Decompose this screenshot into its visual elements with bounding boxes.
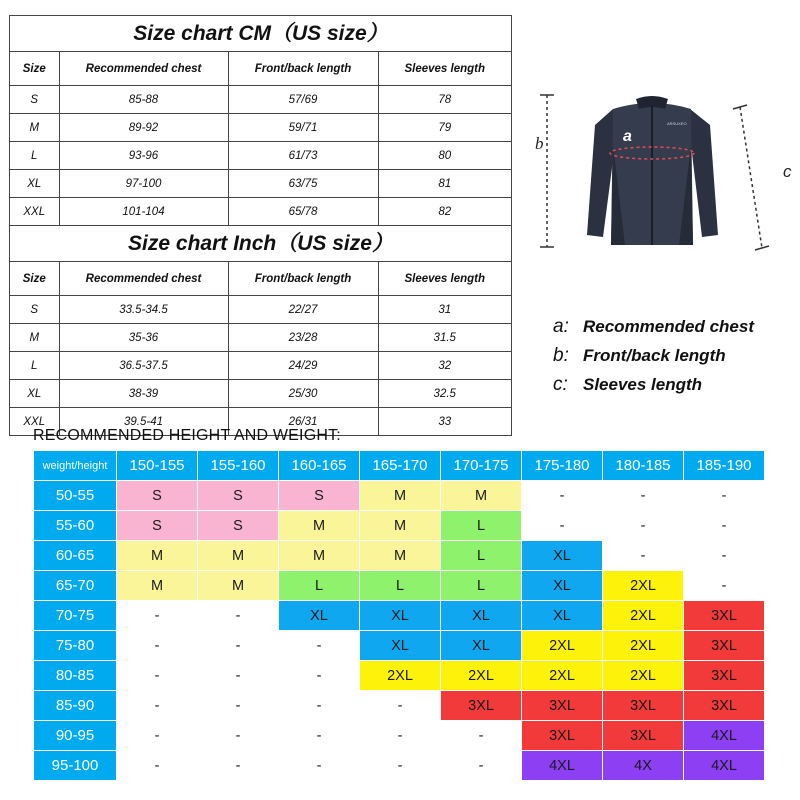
jacket-image bbox=[587, 96, 718, 245]
size-cell: S bbox=[10, 296, 59, 324]
chest-cell: 89-92 bbox=[59, 114, 228, 142]
column-header: Front/back length bbox=[228, 52, 378, 86]
chest-cell: 36.5-37.5 bbox=[59, 352, 228, 380]
size-cell: XL bbox=[279, 601, 360, 631]
size-cell: 4XL bbox=[522, 751, 603, 781]
jacket-measurement-diagram bbox=[515, 85, 800, 265]
column-header: Recommended chest bbox=[59, 262, 228, 296]
size-cell: 2XL bbox=[441, 661, 522, 691]
length-cell: 59/71 bbox=[228, 114, 378, 142]
table-header-row bbox=[10, 262, 511, 296]
size-cell: L bbox=[279, 571, 360, 601]
size-cell: 4XL bbox=[684, 721, 765, 751]
size-cell: S bbox=[198, 511, 279, 541]
height-header: 160-165 bbox=[279, 451, 360, 481]
size-cell: 2XL bbox=[603, 631, 684, 661]
size-cell: - bbox=[198, 631, 279, 661]
label-b: b bbox=[535, 134, 544, 153]
size-cell: M bbox=[10, 114, 59, 142]
size-cell: 4X bbox=[603, 751, 684, 781]
size-cell: M bbox=[360, 481, 441, 511]
size-cell: L bbox=[441, 541, 522, 571]
size-cell: 3XL bbox=[522, 691, 603, 721]
size-chart-inch-table bbox=[10, 262, 511, 435]
size-charts bbox=[9, 15, 512, 436]
height-header-row bbox=[34, 451, 765, 481]
corner-header: weight/height bbox=[34, 451, 117, 481]
size-cell: - bbox=[279, 691, 360, 721]
weight-header: 80-85 bbox=[34, 661, 117, 691]
size-cell: XL bbox=[522, 541, 603, 571]
table-row bbox=[34, 601, 765, 631]
size-cell: M bbox=[279, 541, 360, 571]
table-row bbox=[10, 170, 511, 198]
size-cell: L bbox=[10, 352, 59, 380]
table-row bbox=[10, 142, 511, 170]
size-cell: M bbox=[279, 511, 360, 541]
label-a: a bbox=[623, 128, 632, 145]
size-cell: XL bbox=[441, 631, 522, 661]
length-cell: 63/75 bbox=[228, 170, 378, 198]
size-cell: L bbox=[10, 142, 59, 170]
size-cell: - bbox=[684, 511, 765, 541]
size-cell: M bbox=[117, 571, 198, 601]
sleeve-cell: 82 bbox=[378, 198, 511, 226]
chest-cell: 33.5-34.5 bbox=[59, 296, 228, 324]
legend-item bbox=[553, 370, 793, 399]
size-cell: - bbox=[522, 481, 603, 511]
size-cell: - bbox=[117, 631, 198, 661]
size-cell: 3XL bbox=[522, 721, 603, 751]
weight-header: 90-95 bbox=[34, 721, 117, 751]
size-cell: L bbox=[360, 571, 441, 601]
sleeve-cell: 32.5 bbox=[378, 380, 511, 408]
size-cell: - bbox=[117, 601, 198, 631]
size-chart-inch bbox=[10, 225, 511, 435]
size-cell: XXL bbox=[10, 408, 59, 436]
sleeve-cell: 80 bbox=[378, 142, 511, 170]
chest-cell: 85-88 bbox=[59, 86, 228, 114]
size-cell: M bbox=[10, 324, 59, 352]
size-cell: 2XL bbox=[522, 631, 603, 661]
size-cell: 3XL bbox=[603, 691, 684, 721]
size-cell: - bbox=[117, 691, 198, 721]
size-cell: 2XL bbox=[603, 601, 684, 631]
table-row bbox=[34, 511, 765, 541]
table-row bbox=[34, 751, 765, 781]
size-cell: - bbox=[198, 601, 279, 631]
size-cell: - bbox=[603, 541, 684, 571]
size-chart-inch-title: Size chart Inch（US size） bbox=[10, 226, 511, 262]
weight-header: 85-90 bbox=[34, 691, 117, 721]
size-cell: - bbox=[360, 751, 441, 781]
legend-item bbox=[553, 312, 793, 341]
table-row bbox=[10, 324, 511, 352]
size-cell: S bbox=[10, 86, 59, 114]
sleeve-cell: 31 bbox=[378, 296, 511, 324]
size-cell: 3XL bbox=[441, 691, 522, 721]
measurement-legend bbox=[553, 312, 793, 399]
size-cell: M bbox=[198, 571, 279, 601]
size-cell: - bbox=[441, 751, 522, 781]
size-cell: XL bbox=[441, 601, 522, 631]
length-cell: 61/73 bbox=[228, 142, 378, 170]
size-cell: - bbox=[441, 721, 522, 751]
size-cell: - bbox=[360, 691, 441, 721]
size-cell: L bbox=[441, 511, 522, 541]
sleeve-cell: 31.5 bbox=[378, 324, 511, 352]
table-row bbox=[10, 352, 511, 380]
table-row bbox=[10, 296, 511, 324]
weight-header: 70-75 bbox=[34, 601, 117, 631]
size-cell: - bbox=[117, 661, 198, 691]
weight-header: 55-60 bbox=[34, 511, 117, 541]
size-cell: 2XL bbox=[603, 661, 684, 691]
size-cell: S bbox=[198, 481, 279, 511]
size-cell: - bbox=[522, 511, 603, 541]
sleeve-cell: 78 bbox=[378, 86, 511, 114]
table-row bbox=[10, 380, 511, 408]
size-cell: - bbox=[117, 721, 198, 751]
length-cell: 65/78 bbox=[228, 198, 378, 226]
legend-text: Front/back length bbox=[583, 345, 726, 365]
size-cell: - bbox=[279, 631, 360, 661]
size-cell: S bbox=[279, 481, 360, 511]
sleeve-measure-line bbox=[733, 105, 769, 250]
size-cell: S bbox=[117, 511, 198, 541]
height-header: 150-155 bbox=[117, 451, 198, 481]
size-cell: - bbox=[279, 661, 360, 691]
size-cell: - bbox=[117, 751, 198, 781]
size-cell: M bbox=[441, 481, 522, 511]
height-header: 175-180 bbox=[522, 451, 603, 481]
size-chart-cm-title: Size chart CM（US size） bbox=[10, 16, 511, 52]
size-cell: S bbox=[117, 481, 198, 511]
size-cell: - bbox=[603, 481, 684, 511]
table-header-row bbox=[10, 52, 511, 86]
weight-header: 60-65 bbox=[34, 541, 117, 571]
size-cell: 3XL bbox=[684, 631, 765, 661]
size-cell: 3XL bbox=[603, 721, 684, 751]
chest-cell: 39.5-41 bbox=[59, 408, 228, 436]
legend-key: c: bbox=[553, 373, 568, 395]
size-cell: - bbox=[198, 691, 279, 721]
size-cell: - bbox=[684, 481, 765, 511]
length-cell: 25/30 bbox=[228, 380, 378, 408]
size-cell: - bbox=[603, 511, 684, 541]
weight-header: 65-70 bbox=[34, 571, 117, 601]
chest-cell: 101-104 bbox=[59, 198, 228, 226]
size-cell: M bbox=[360, 511, 441, 541]
legend-key: a: bbox=[553, 315, 569, 337]
column-header: Recommended chest bbox=[59, 52, 228, 86]
height-header: 185-190 bbox=[684, 451, 765, 481]
sleeve-cell: 32 bbox=[378, 352, 511, 380]
column-header: Front/back length bbox=[228, 262, 378, 296]
recommended-size-grid bbox=[33, 450, 765, 781]
chest-cell: 93-96 bbox=[59, 142, 228, 170]
height-header: 165-170 bbox=[360, 451, 441, 481]
size-cell: - bbox=[360, 721, 441, 751]
table-row bbox=[34, 571, 765, 601]
column-header: Sleeves length bbox=[378, 52, 511, 86]
column-header: Sleeves length bbox=[378, 262, 511, 296]
legend-text: Recommended chest bbox=[583, 316, 754, 336]
legend-item bbox=[553, 341, 793, 370]
table-row bbox=[34, 721, 765, 751]
size-cell: - bbox=[279, 751, 360, 781]
length-cell: 22/27 bbox=[228, 296, 378, 324]
length-cell: 26/31 bbox=[228, 408, 378, 436]
legend-key: b: bbox=[553, 344, 569, 366]
size-cell: M bbox=[198, 541, 279, 571]
size-chart-cm bbox=[10, 16, 511, 225]
size-cell: XL bbox=[10, 380, 59, 408]
size-cell: XL bbox=[10, 170, 59, 198]
size-cell: XL bbox=[360, 631, 441, 661]
size-cell: - bbox=[198, 661, 279, 691]
size-cell: - bbox=[684, 571, 765, 601]
table-row bbox=[10, 114, 511, 142]
size-cell: XXL bbox=[10, 198, 59, 226]
size-cell: - bbox=[684, 541, 765, 571]
length-cell: 57/69 bbox=[228, 86, 378, 114]
size-cell: XL bbox=[522, 571, 603, 601]
height-header: 180-185 bbox=[603, 451, 684, 481]
table-row bbox=[34, 631, 765, 661]
size-cell: - bbox=[198, 721, 279, 751]
size-cell: - bbox=[279, 721, 360, 751]
sleeve-cell: 33 bbox=[378, 408, 511, 436]
table-row bbox=[10, 198, 511, 226]
legend-text: Sleeves length bbox=[583, 374, 703, 394]
column-header: Size bbox=[10, 52, 59, 86]
weight-header: 95-100 bbox=[34, 751, 117, 781]
height-header: 170-175 bbox=[441, 451, 522, 481]
size-cell: XL bbox=[360, 601, 441, 631]
table-row bbox=[34, 661, 765, 691]
weight-header: 75-80 bbox=[34, 631, 117, 661]
recommended-title: RECOMMENDED HEIGHT AND WEIGHT: bbox=[33, 427, 341, 444]
length-measure-line bbox=[540, 95, 554, 247]
table-row bbox=[34, 481, 765, 511]
chest-cell: 35-36 bbox=[59, 324, 228, 352]
label-c: c bbox=[783, 162, 792, 181]
weight-header: 50-55 bbox=[34, 481, 117, 511]
table-row bbox=[34, 541, 765, 571]
size-cell: 4XL bbox=[684, 751, 765, 781]
size-cell: 3XL bbox=[684, 691, 765, 721]
size-cell: 3XL bbox=[684, 661, 765, 691]
column-header: Size bbox=[10, 262, 59, 296]
size-cell: M bbox=[117, 541, 198, 571]
table-row bbox=[10, 86, 511, 114]
size-chart-cm-table bbox=[10, 52, 511, 225]
size-cell: - bbox=[198, 751, 279, 781]
chest-cell: 38-39 bbox=[59, 380, 228, 408]
sleeve-cell: 79 bbox=[378, 114, 511, 142]
length-cell: 23/28 bbox=[228, 324, 378, 352]
size-cell: 2XL bbox=[603, 571, 684, 601]
height-header: 155-160 bbox=[198, 451, 279, 481]
size-cell: L bbox=[441, 571, 522, 601]
size-cell: 3XL bbox=[684, 601, 765, 631]
table-row bbox=[34, 691, 765, 721]
size-cell: 2XL bbox=[360, 661, 441, 691]
brand-mark: ARSUXEO bbox=[667, 121, 687, 126]
size-cell: XL bbox=[522, 601, 603, 631]
length-cell: 24/29 bbox=[228, 352, 378, 380]
sleeve-cell: 81 bbox=[378, 170, 511, 198]
size-cell: 2XL bbox=[522, 661, 603, 691]
size-cell: M bbox=[360, 541, 441, 571]
chest-cell: 97-100 bbox=[59, 170, 228, 198]
